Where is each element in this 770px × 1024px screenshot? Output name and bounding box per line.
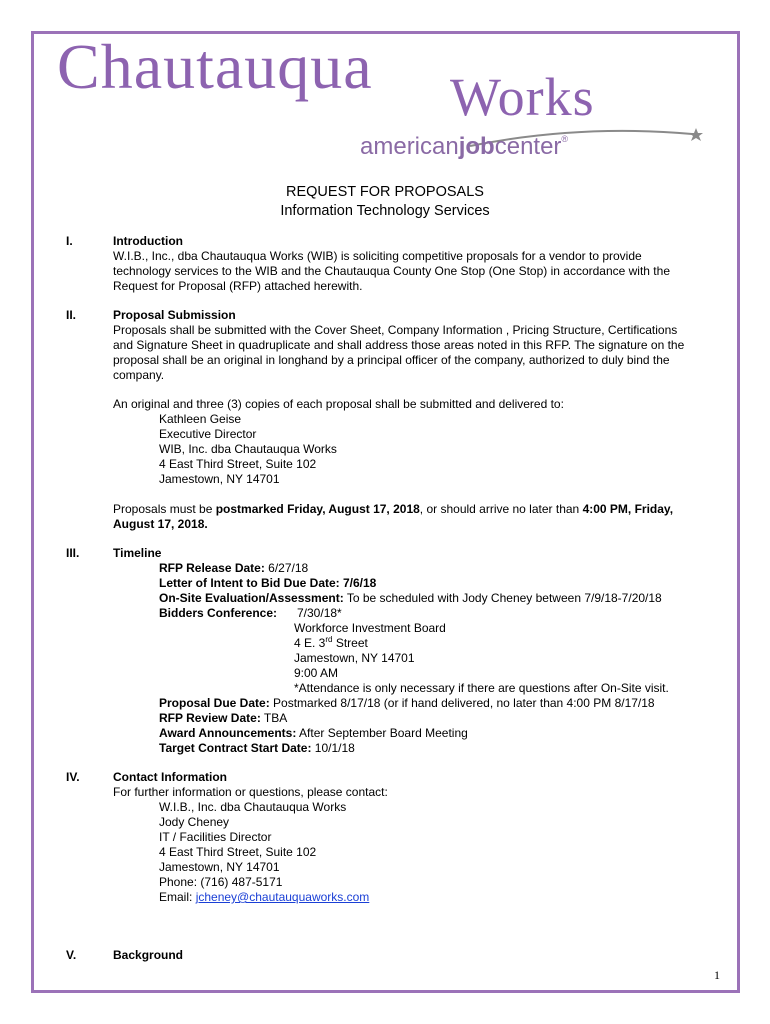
due-value: Postmarked 8/17/18 (or if hand delivered, no later than 4:00 PM 8/17/18	[269, 696, 655, 710]
intro-line-2: technology services to the WIB and the Chautauqua County One Stop (One Stop) in accordance with the	[113, 264, 670, 278]
conference-time: 9:00 AM	[294, 666, 339, 680]
document-title: REQUEST FOR PROPOSALS	[286, 184, 484, 200]
document-subtitle: Information Technology Services	[280, 203, 490, 219]
intro-line-1: W.I.B., Inc., dba Chautauqua Works (WIB) is soliciting competitive proposals for a vendor to provide	[113, 249, 642, 263]
contact-street: 4 East Third Street, Suite 102	[159, 845, 317, 859]
section-heading-contact: Contact Information	[113, 770, 227, 784]
contact-title: IT / Facilities Director	[159, 830, 272, 844]
deadline-text-b: , or should arrive no later than	[419, 502, 583, 516]
section-number-1: I.	[66, 234, 73, 248]
conference-city: Jamestown, NY 14701	[294, 651, 415, 665]
start-label: Target Contract Start Date:	[159, 741, 312, 755]
copies-instruction: An original and three (3) copies of each proposal shall be submitted and delivered to:	[113, 397, 564, 411]
timeline-start	[159, 741, 355, 756]
section-number-2: II.	[66, 308, 77, 322]
section-heading-timeline: Timeline	[113, 546, 162, 560]
submission-line-4: company.	[113, 368, 165, 382]
contact-org: W.I.B., Inc. dba Chautauqua Works	[159, 800, 347, 814]
contact-intro: For further information or questions, please contact:	[113, 785, 388, 799]
deadline-text-a: Proposals must be	[113, 502, 216, 516]
conference-note: *Attendance is only necessary if there are questions after On-Site visit.	[294, 681, 669, 695]
start-value: 10/1/18	[311, 741, 355, 755]
address-name: Kathleen Geise	[159, 412, 242, 426]
award-value: After September Board Meeting	[296, 726, 468, 740]
registered-mark: ®	[561, 134, 569, 144]
submission-line-2: and Signature Sheet in quadruplicate and shall address those areas noted in this RFP. The signature on the	[113, 338, 685, 352]
section-heading-introduction: Introduction	[113, 234, 183, 248]
conference-venue: Workforce Investment Board	[294, 621, 446, 635]
timeline-due	[159, 696, 655, 711]
release-value: 6/27/18	[264, 561, 309, 575]
intro-line-3: Request for Proposal (RFP) attached herewith.	[113, 279, 363, 293]
email-link[interactable]: jcheney@chautauquaworks.com	[195, 890, 370, 904]
deadline-line-2: August 17, 2018.	[113, 517, 208, 531]
onsite-value: To be scheduled with Jody Cheney between 7/9/18-7/20/18	[343, 591, 662, 605]
american-job-center-wordmark	[360, 135, 568, 159]
conference-label: Bidders Conference:	[159, 606, 278, 620]
wordmark-center: center	[494, 133, 562, 160]
timeline-award	[159, 726, 468, 741]
address-city: Jamestown, NY 14701	[159, 472, 280, 486]
address-org: WIB, Inc. dba Chautauqua Works	[159, 442, 337, 456]
section-number-5: V.	[66, 948, 77, 962]
timeline-release	[159, 561, 308, 576]
timeline-review	[159, 711, 287, 726]
onsite-label: On-Site Evaluation/Assessment:	[159, 591, 344, 605]
review-label: RFP Review Date:	[159, 711, 261, 725]
award-label: Award Announcements:	[159, 726, 297, 740]
logo-word-works: Works	[450, 67, 595, 127]
conference-street-sup: rd	[325, 635, 333, 644]
wordmark-job: job	[458, 133, 495, 160]
section-number-4: IV.	[66, 770, 80, 784]
timeline-intent: Letter of Intent to Bid Due Date: 7/6/18	[159, 576, 377, 590]
section-number-3: III.	[66, 546, 80, 560]
deadline-time: 4:00 PM, Friday,	[582, 502, 674, 516]
timeline-onsite	[159, 591, 662, 606]
conference-street	[294, 636, 368, 651]
deadline-line-1	[113, 502, 673, 517]
release-label: RFP Release Date:	[159, 561, 265, 575]
conference-street-a: 4 E. 3	[294, 636, 326, 650]
page-number: 1	[714, 968, 720, 982]
wordmark-american: american	[360, 133, 459, 160]
section-heading-proposal-submission: Proposal Submission	[113, 308, 236, 322]
conference-street-b: Street	[332, 636, 368, 650]
address-street: 4 East Third Street, Suite 102	[159, 457, 317, 471]
contact-city: Jamestown, NY 14701	[159, 860, 280, 874]
section-heading-background: Background	[113, 948, 184, 962]
email-label: Email:	[159, 890, 196, 904]
address-title: Executive Director	[159, 427, 257, 441]
submission-line-3: proposal shall be an original in longhand by a principal officer of the company, authorized to duly bind the	[113, 353, 670, 367]
logo-word-chautauqua: Chautauqua	[57, 31, 373, 102]
contact-email-line	[159, 890, 369, 905]
contact-name: Jody Cheney	[159, 815, 230, 829]
due-label: Proposal Due Date:	[159, 696, 270, 710]
deadline-postmark: postmarked Friday, August 17, 2018	[215, 502, 420, 516]
review-value: TBA	[260, 711, 288, 725]
conference-date: 7/30/18*	[297, 606, 342, 620]
contact-phone: Phone: (716) 487-5171	[159, 875, 283, 889]
submission-line-1: Proposals shall be submitted with the Cover Sheet, Company Information , Pricing Structure, Certifications	[113, 323, 678, 337]
